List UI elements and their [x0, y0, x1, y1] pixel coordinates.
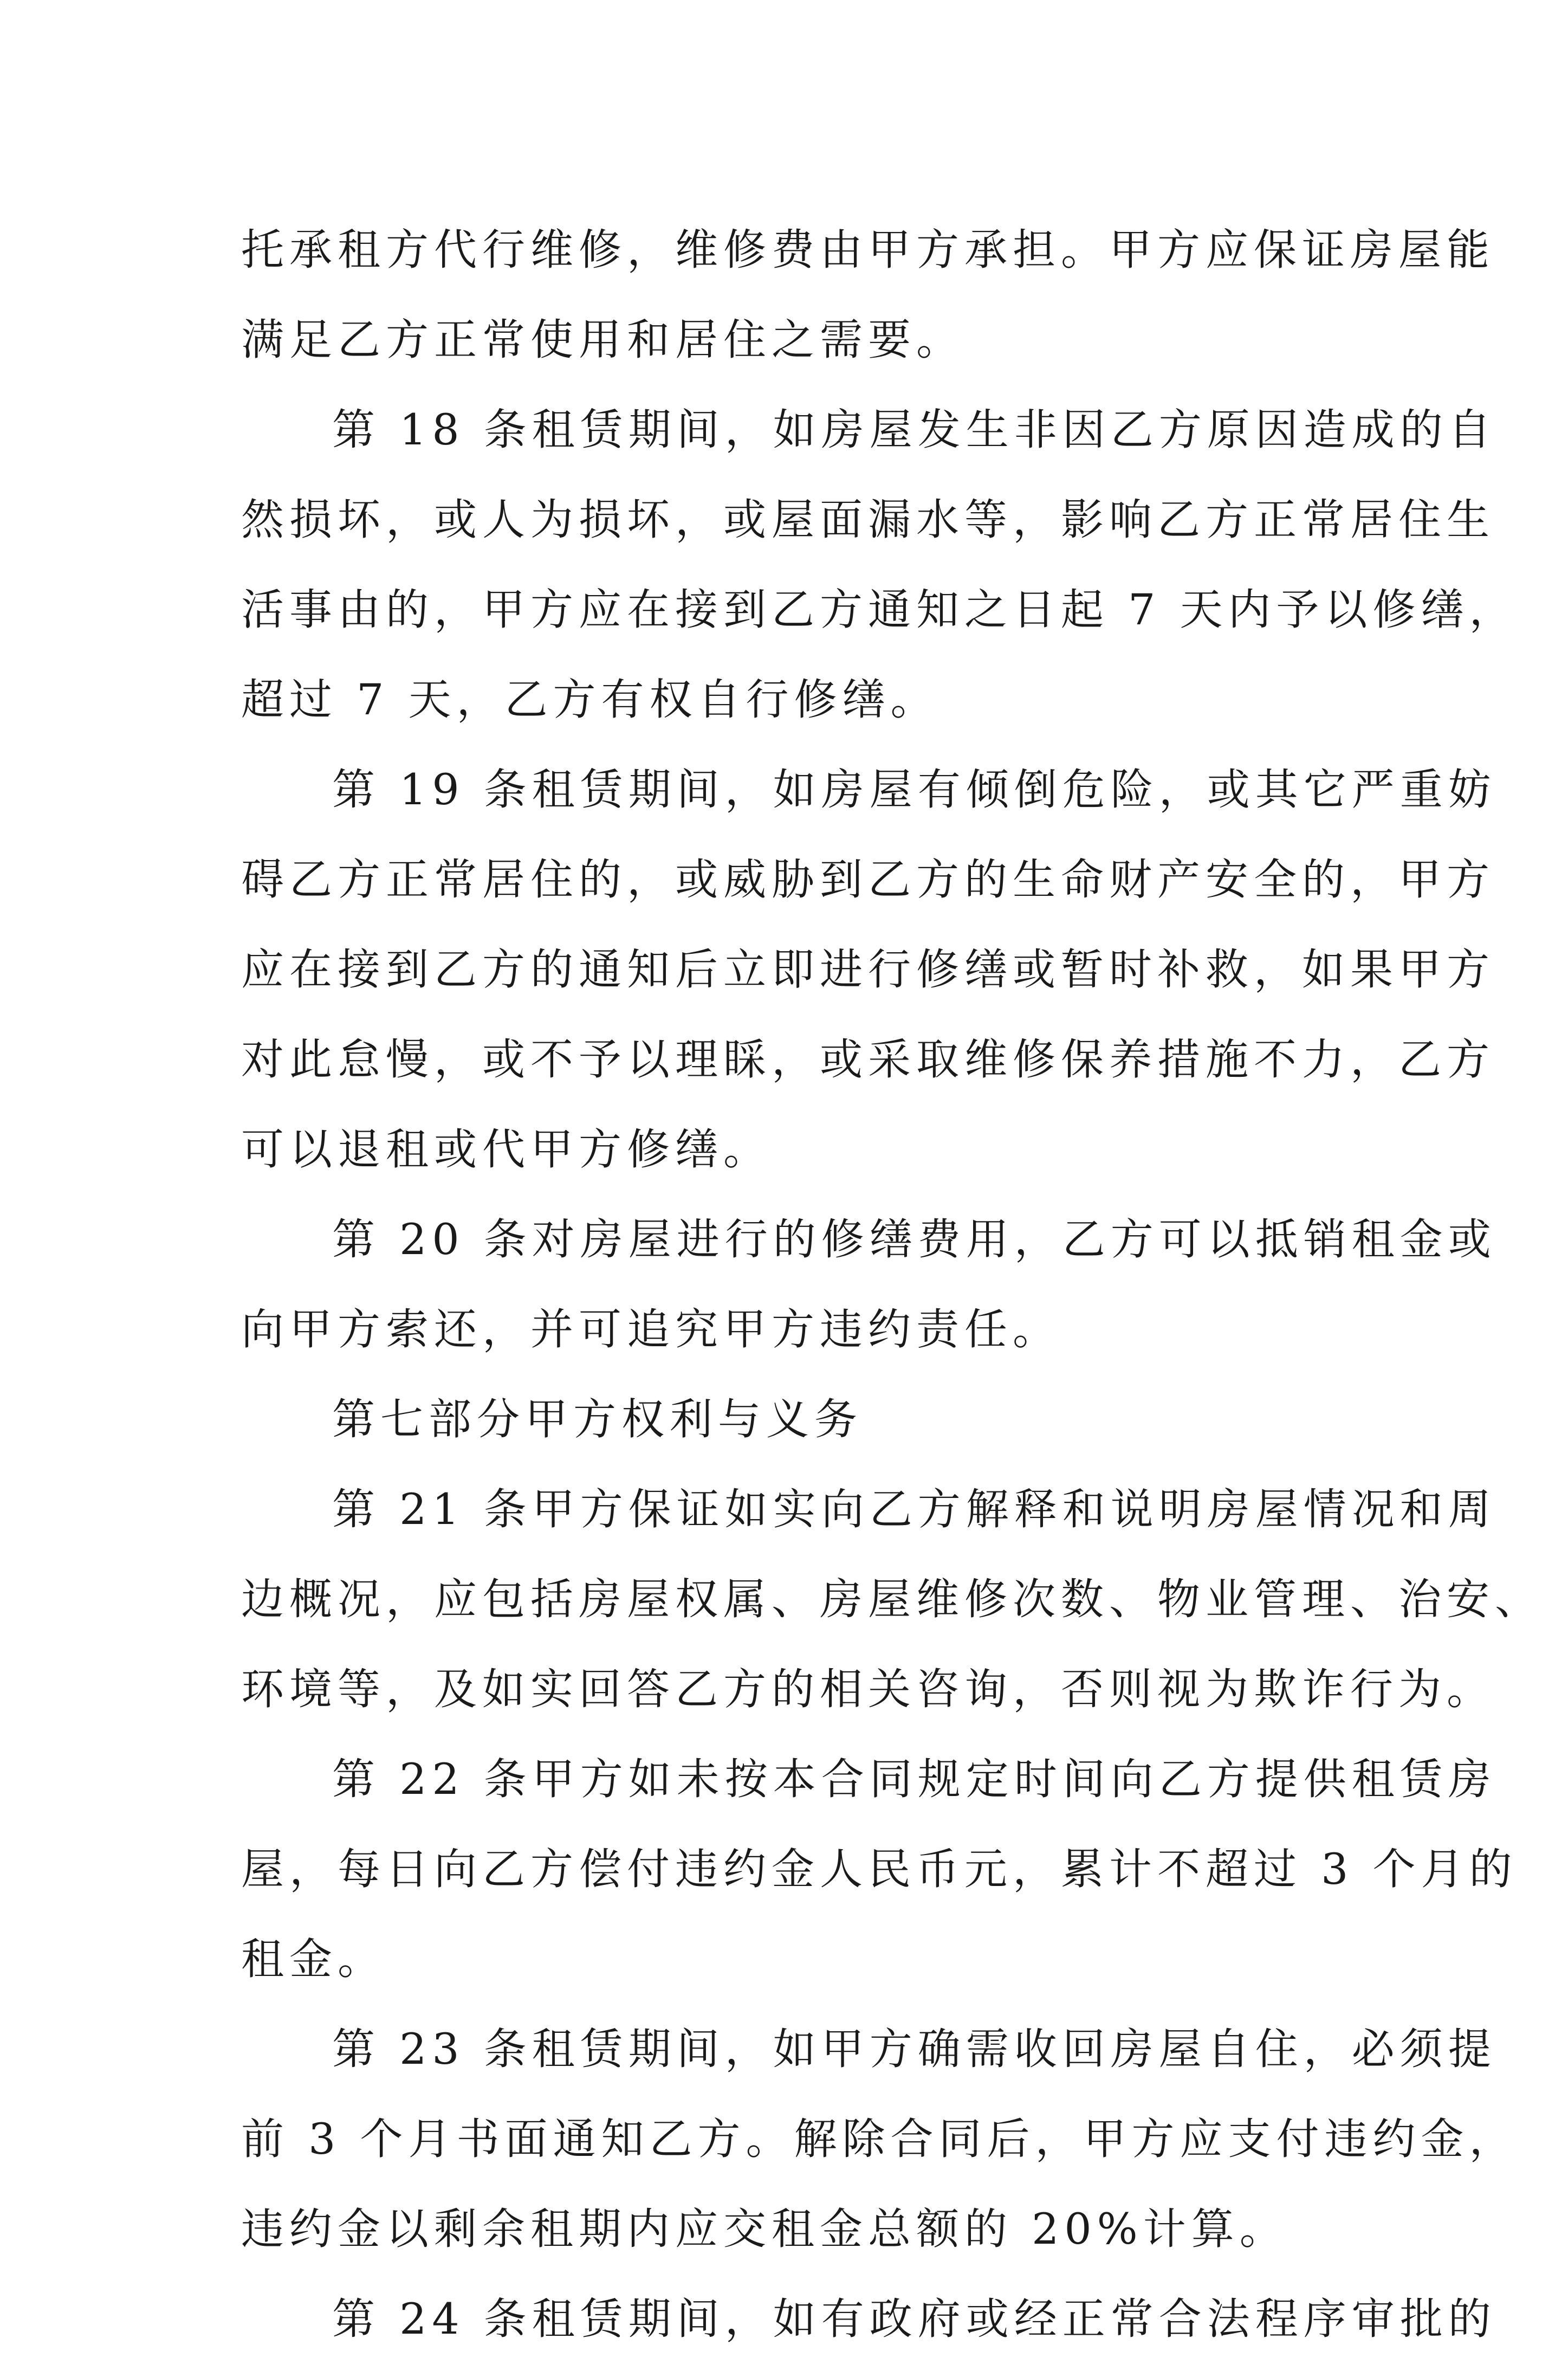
clause-19-line: 第 19 条租赁期间，如房屋有倾倒危险，或其它严重妨 — [332, 765, 1496, 815]
text-line: 活事由的，甲方应在接到乙方通知之日起 7 天内予以修缮， — [241, 585, 1518, 635]
text-line: 碍乙方正常居住的，或威胁到乙方的生命财产安全的，甲方 — [241, 855, 1495, 905]
text-line: 违约金以剩余租期内应交租金总额的 20%计算。 — [241, 2204, 1288, 2254]
section-heading-part-7: 第七部分甲方权利与义务 — [332, 1394, 863, 1444]
clause-24-line: 第 24 条租赁期间，如有政府或经正常合法程序审批的 — [332, 2294, 1496, 2344]
text-line: 屋，每日向乙方偿付违约金人民币元，累计不超过 3 个月的 — [241, 1844, 1518, 1894]
text-line: 环境等，及如实回答乙方的相关咨询，否则视为欺诈行为。 — [241, 1664, 1495, 1714]
clause-21-line: 第 21 条甲方保证如实向乙方解释和说明房屋情况和周 — [332, 1484, 1496, 1534]
text-line: 然损坏，或人为损坏，或屋面漏水等，影响乙方正常居住生 — [241, 495, 1495, 545]
text-line: 租金。 — [241, 1934, 386, 1984]
clause-20-line: 第 20 条对房屋进行的修缮费用，乙方可以抵销租金或 — [332, 1215, 1496, 1264]
clause-18-line: 第 18 条租赁期间，如房屋发生非因乙方原因造成的自 — [332, 405, 1496, 455]
text-line: 超过 7 天，乙方有权自行修缮。 — [241, 675, 939, 725]
text-line: 前 3 个月书面通知乙方。解除合同后，甲方应支付违约金， — [241, 2114, 1518, 2164]
text-line: 满足乙方正常使用和居住之需要。 — [241, 315, 964, 365]
clause-22-line: 第 22 条甲方如未按本合同规定时间向乙方提供租赁房 — [332, 1754, 1496, 1804]
text-line: 托承租方代行维修，维修费由甲方承担。甲方应保证房屋能 — [241, 225, 1495, 275]
text-line: 应在接到乙方的通知后立即进行修缮或暂时补救，如果甲方 — [241, 945, 1495, 994]
clause-23-line: 第 23 条租赁期间，如甲方确需收回房屋自住，必须提 — [332, 2024, 1496, 2074]
contract-text — [241, 205, 1543, 2364]
text-line: 可以退租或代甲方修缮。 — [241, 1125, 772, 1174]
text-line: 边概况，应包括房屋权属、房屋维修次数、物业管理、治安、 — [241, 1574, 1543, 1624]
text-line: 向甲方索还，并可追究甲方违约责任。 — [241, 1304, 1061, 1354]
text-line: 对此怠慢，或不予以理睬，或采取维修保养措施不力，乙方 — [241, 1035, 1495, 1084]
